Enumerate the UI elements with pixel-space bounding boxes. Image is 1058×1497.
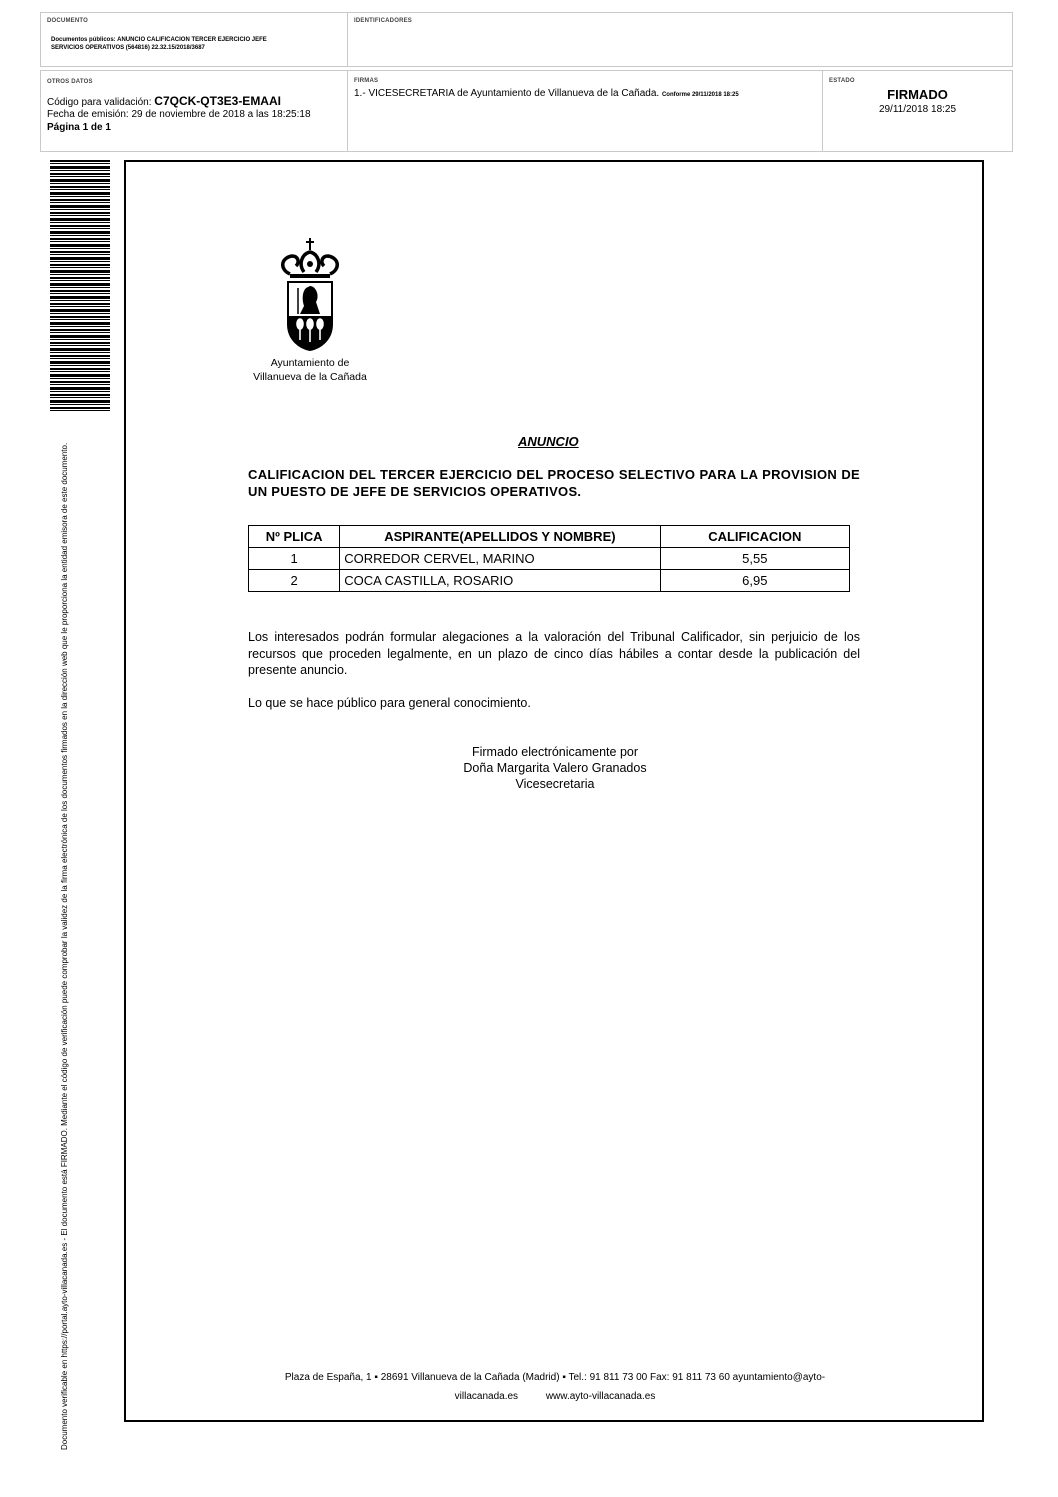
- logo-caption: [240, 356, 380, 384]
- header-identificadores-cell: [347, 12, 1013, 67]
- documento-label: DOCUMENTO: [47, 18, 89, 24]
- otros-datos-label: OTROS DATOS: [47, 79, 93, 85]
- header-plica: Nº PLICA: [249, 526, 340, 548]
- estado-date: 29/11/2018 18:25: [878, 104, 957, 115]
- announcement-subject: CALIFICACION DEL TERCER EJERCICIO DEL PROCESO SELECTIVO PARA LA PROVISION DE UN PUESTO DE JEFE DE SERVICIOS OPERATIVOS.: [248, 467, 860, 499]
- header-estado-cell: [822, 70, 1013, 152]
- grades-table: [248, 525, 850, 592]
- public-notice-paragraph: Lo que se hace público para general conocimiento.: [248, 696, 531, 710]
- signature-line-1: Firmado electrónicamente por: [471, 745, 639, 759]
- header-calificacion: CALIFICACION: [660, 526, 849, 548]
- logo-caption-line-2: Villanueva de la Cañada: [253, 371, 367, 383]
- footer-line-2: villacanada.es www.ayto-villacanada.es: [454, 1391, 656, 1402]
- documento-line-1: Documentos públicos: ANUNCIO CALIFICACION TERCER EJERCICIO JEFE: [51, 37, 267, 43]
- footer-line-1: Plaza de España, 1 ▪ 28691 Villanueva de la Cañada (Madrid) ▪ Tel.: 91 811 73 00 Fax: 91 811 73 60 ayuntamiento@ayto-: [284, 1372, 826, 1383]
- firmas-label: FIRMAS: [354, 78, 379, 84]
- fecha-emision: Fecha de emisión: 29 de noviembre de 2018 a las 18:25:18: [47, 109, 311, 120]
- barcode: [50, 160, 110, 413]
- signature-name: Doña Margarita Valero Granados: [463, 761, 647, 775]
- codigo-validacion-value: C7QCK-QT3E3-EMAAI: [154, 94, 281, 108]
- signature-block: [400, 744, 710, 792]
- firma-conforme: Conforme 29/11/2018 18:25: [661, 92, 739, 98]
- firma-line: [354, 88, 739, 101]
- logo-caption-line-1: Ayuntamiento de: [270, 357, 350, 369]
- estado-label: ESTADO: [829, 78, 855, 84]
- plica-number: 1: [249, 548, 340, 570]
- estado-value: FIRMADO: [887, 87, 948, 102]
- announcement-title: ANUNCIO: [518, 434, 579, 449]
- vertical-verification-note: Documento verificable en https://portal.ayto-villacanada.es - El documento está FIRMADO. Mediante el código de verificación puede comprobar la validez de la firma electrónica de los documentos firmados en la dirección web que le proporciona la entidad emisora de este documento.: [60, 442, 69, 1450]
- codigo-validacion-label: Código para validación:: [47, 97, 152, 108]
- candidate-name: COCA CASTILLA, ROSARIO: [340, 570, 660, 592]
- header-documento-cell: [40, 12, 348, 67]
- identificadores-label: IDENTIFICADORES: [354, 18, 413, 24]
- coat-of-arms-logo: [276, 236, 344, 356]
- header-firmas-cell: [347, 70, 823, 152]
- table-row: [249, 548, 850, 570]
- candidate-grade: 6,95: [660, 570, 849, 592]
- candidate-grade: 5,55: [660, 548, 849, 570]
- signature-role: Vicesecretaria: [515, 777, 595, 791]
- codigo-validacion-row: [47, 95, 281, 109]
- pagina-indicator: Página 1 de 1: [47, 122, 111, 133]
- allegations-paragraph: Los interesados podrán formular alegaciones a la valoración del Tribunal Calificador, sin perjuicio de los recursos que proceden legalmente, en un plazo de cinco días hábiles a contar desde la publicación del presente anuncio.: [248, 630, 860, 677]
- table-header-row: [249, 526, 850, 548]
- table-row: [249, 570, 850, 592]
- plica-number: 2: [249, 570, 340, 592]
- firma-signer: 1.- VICESECRETARIA de Ayuntamiento de Villanueva de la Cañada.: [354, 88, 660, 99]
- candidate-name: CORREDOR CERVEL, MARINO: [340, 548, 660, 570]
- header-aspirante: ASPIRANTE(APELLIDOS Y NOMBRE): [340, 526, 660, 548]
- documento-line-2: SERVICIOS OPERATIVOS (564816) 22.32.15/2018/3687: [51, 45, 205, 51]
- footer-address: [240, 1368, 870, 1406]
- header-otros-datos-cell: [40, 70, 348, 152]
